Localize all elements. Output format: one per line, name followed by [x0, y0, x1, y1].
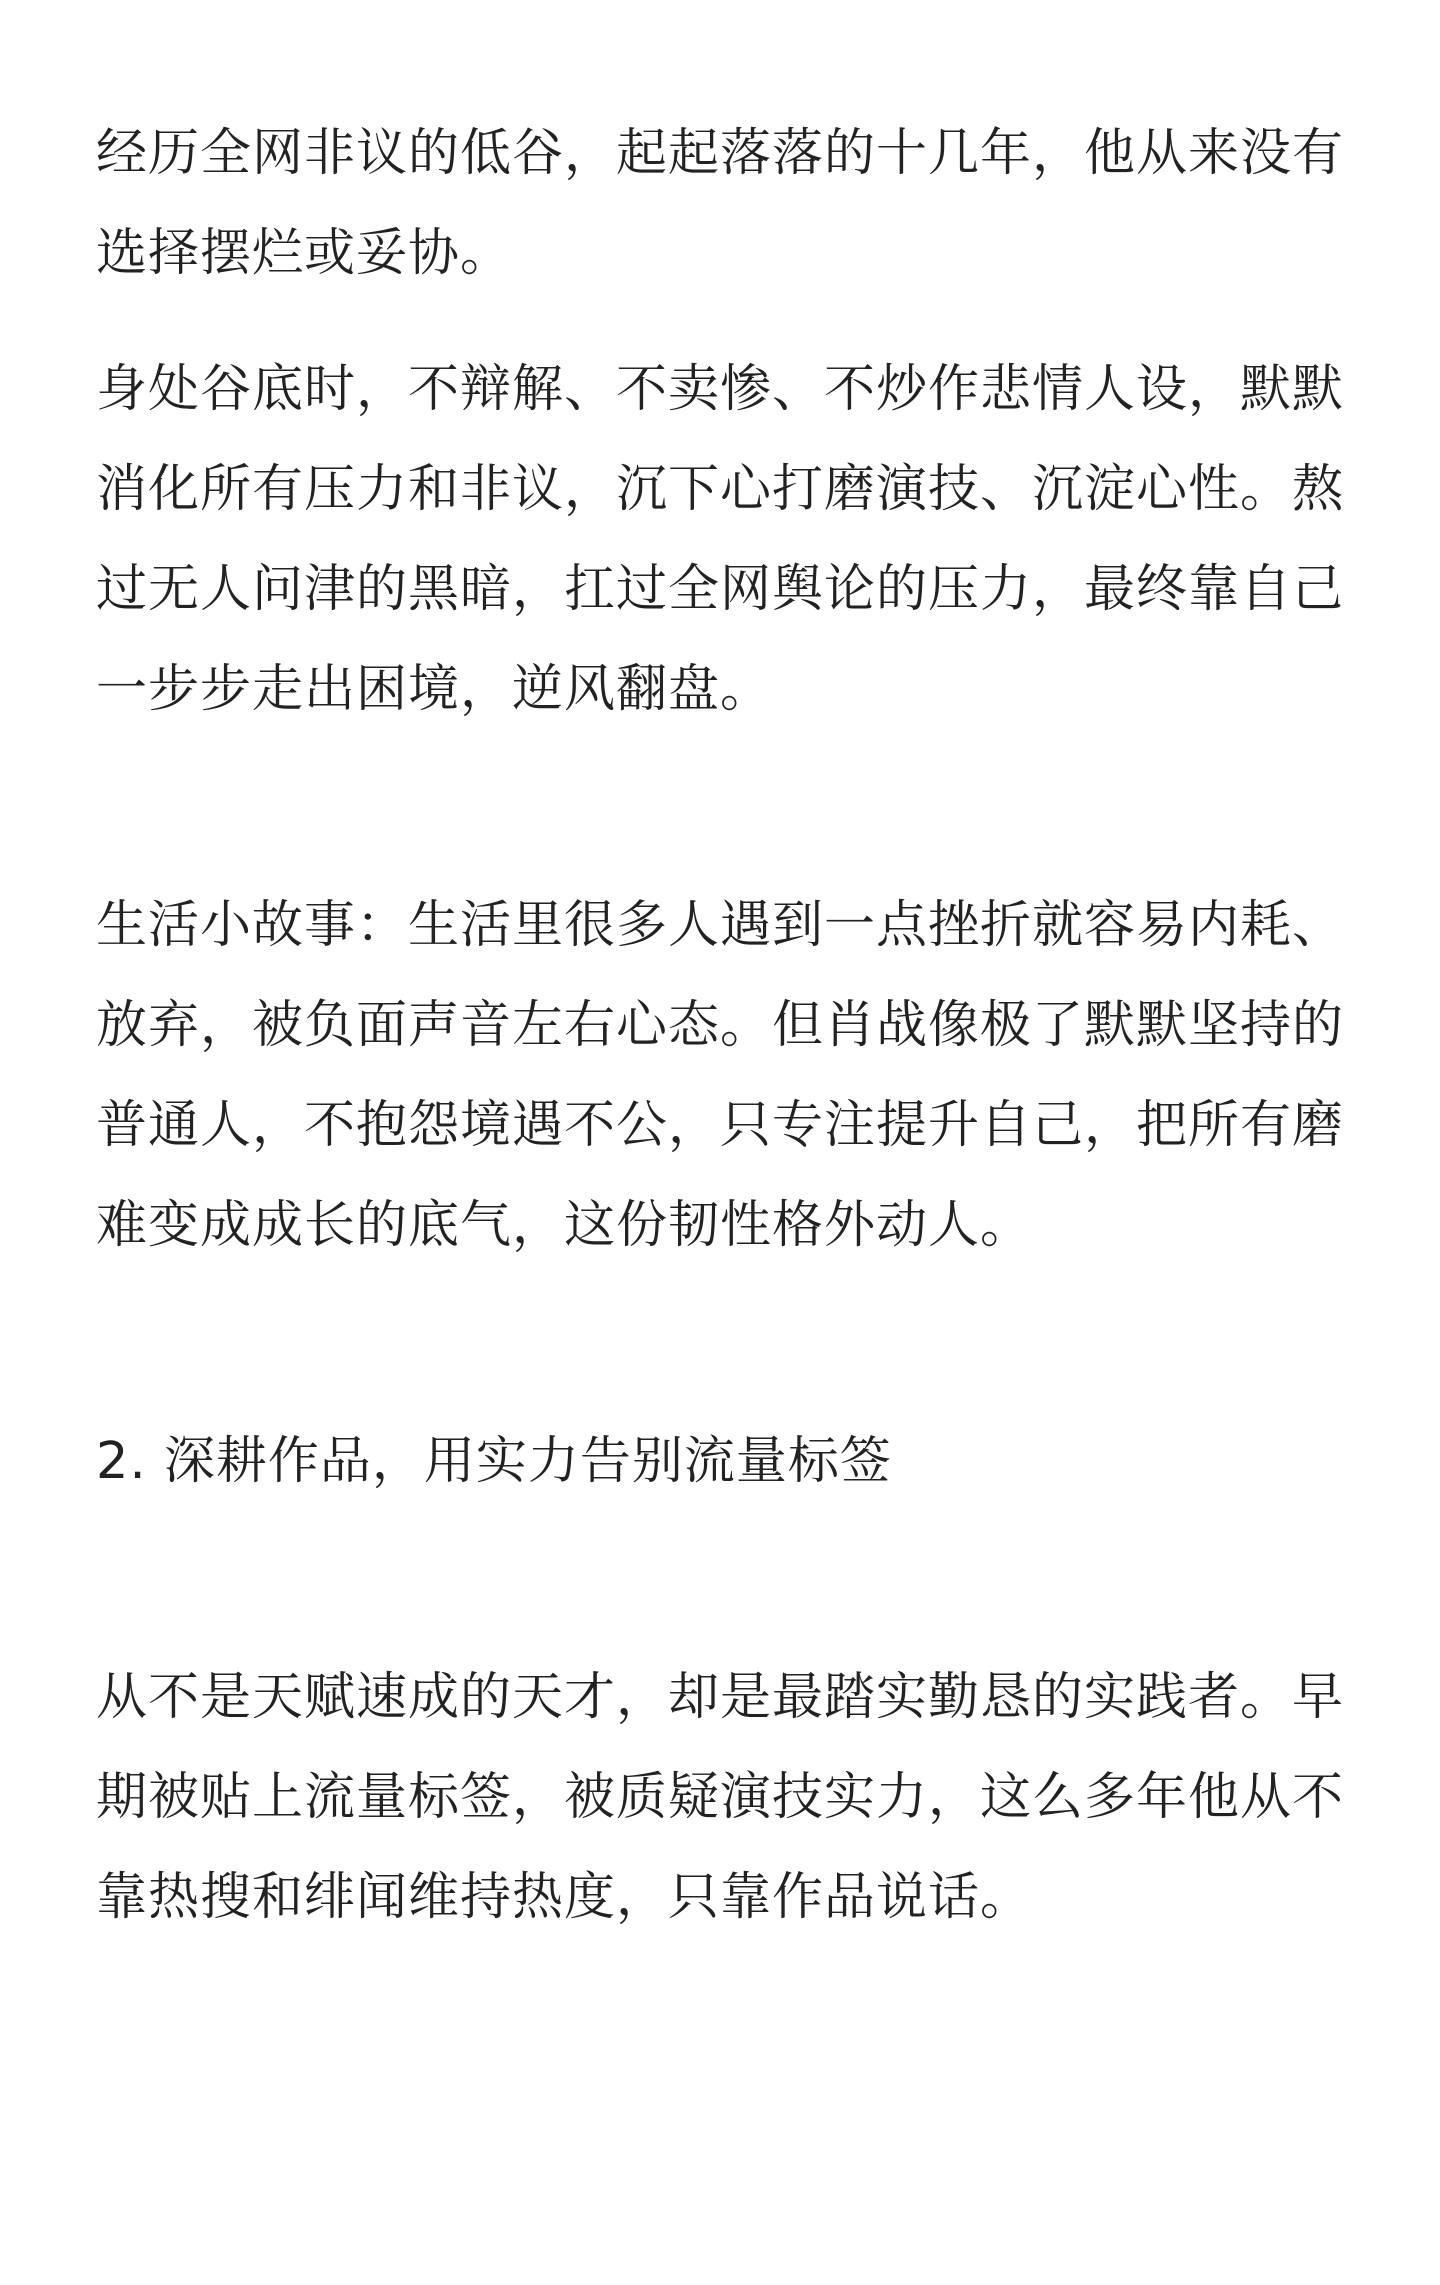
article-body: [96, 104, 1344, 1948]
paragraph-spacer: [96, 740, 1344, 876]
paragraph-spacer: [96, 1512, 1344, 1648]
section-heading: 2. 深耕作品，用实力告别流量标签: [96, 1432, 892, 1491]
paragraph: 身处谷底时，不辩解、不卖惨、不炒作悲情人设，默默消化所有压力和非议，沉下心打磨演技、沉淀心性。熬过无人问津的黑暗，扛过全网舆论的压力，最终靠自己一步步走出困境，逆风翻盘。: [96, 360, 1345, 719]
paragraph: 从不是天赋速成的天才，却是最踏实勤恳的实践者。早期被贴上流量标签，被质疑演技实力，这么多年他从不靠热搜和绯闻维持热度，只靠作品说话。: [96, 1668, 1345, 1927]
paragraph-spacer: [96, 1276, 1344, 1412]
paragraph-spacer: [96, 304, 1344, 340]
paragraph: 经历全网非议的低谷，起起落落的十几年，他从来没有选择摆烂或妥协。: [96, 124, 1345, 283]
paragraph: 生活小故事：生活里很多人遇到一点挫折就容易内耗、放弃，被负面声音左右心态。但肖战像极了默默坚持的普通人，不抱怨境遇不公，只专注提升自己，把所有磨难变成成长的底气，这份韧性格外动人。: [96, 896, 1345, 1255]
